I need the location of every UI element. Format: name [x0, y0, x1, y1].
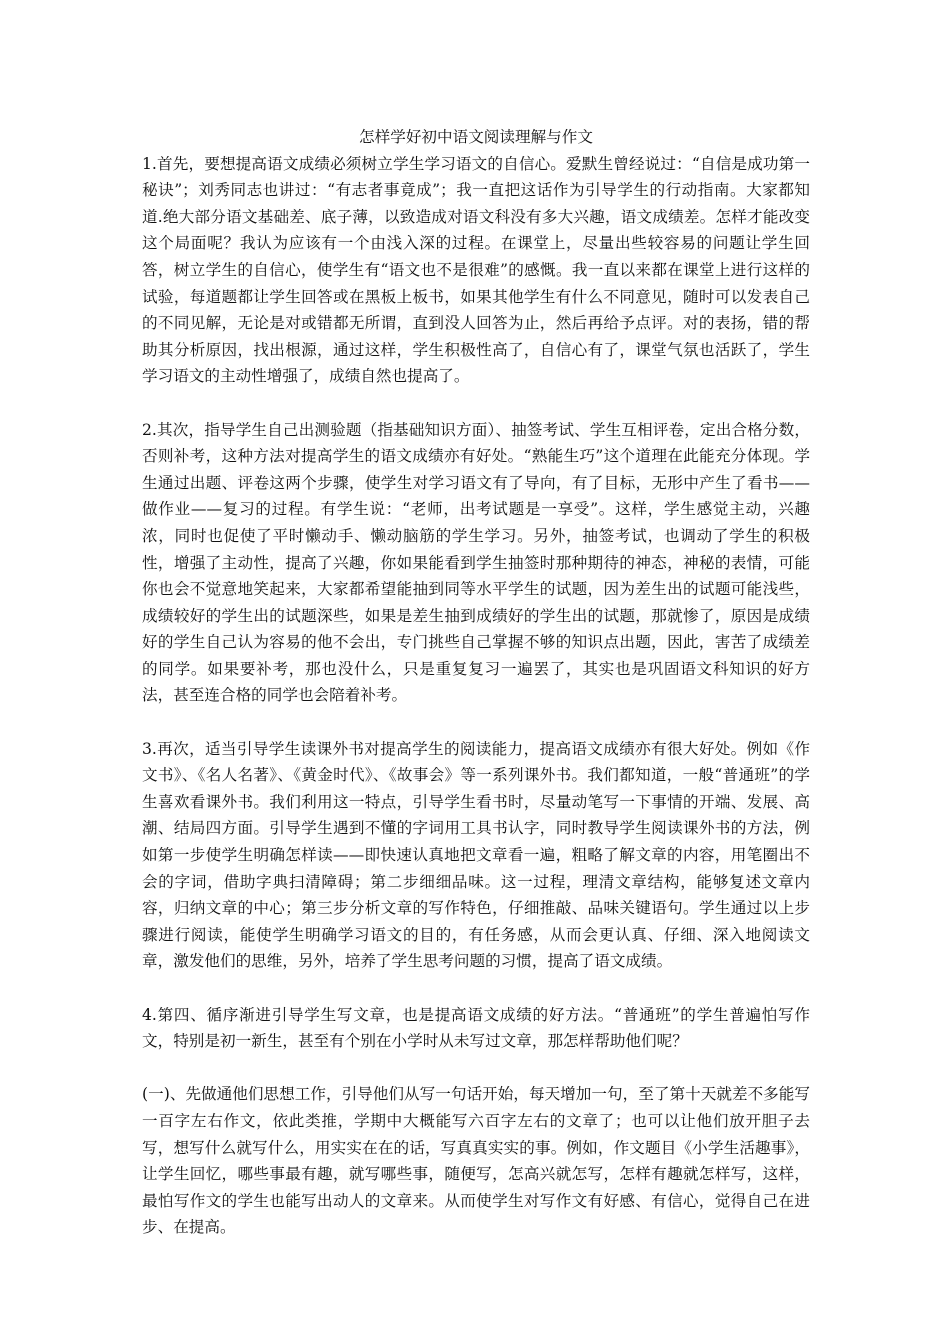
paragraph-3: 3.再次，适当引导学生读课外书对提高学生的阅读能力，提高语文成绩亦有很大好处。例如《作文书》、《名人名著》、《黄金时代》、《故事会》等一系列课外书。我们都知道，一般“普通班”的学生喜欢看课外书。我们利用这一特点，引导学生看书时，尽量动笔写一下事情的开端、发展、高潮、结局四方面。引导学生遇到不懂的字词用工具书认字，同时教导学生阅读课外书的方法，例如第一步使学生明确怎样读——即快速认真地把文章看一遍，粗略了解文章的内容，用笔圈出不会的字词，借助字典扫清障碍；第二步细细品味。这一过程，理清文章结构，能够复述文章内容，归纳文章的中心；第三步分析文章的写作特色，仔细推敲、品味关键语句。学生通过以上步骤进行阅读，能使学生明确学习语文的目的，有任务感，从而会更认真、仔细、深入地阅读文章，激发他们的思维，另外，培养了学生思考问题的习惯，提高了语文成绩。: [142, 739, 810, 971]
paragraph-4: 4.第四、循序渐进引导学生写文章，也是提高语文成绩的好方法。“普通班”的学生普遍怕写作文，特别是初一新生，甚至有个别在小学时从未写过文章，那怎样帮助他们呢？: [142, 1005, 810, 1051]
paragraph-5: (一)、先做通他们思想工作，引导他们从写一句话开始，每天增加一句，至了第十天就差不多能写一百字左右作文，依此类推，学期中大概能写六百字左右的文章了；也可以让他们放开胆子去写，想写什么就写什么，用实实在在的话，写真真实实的事。例如，作文题目《小学生活趣事》，让学生回忆，哪些事最有趣，就写哪些事，随便写，怎高兴就怎写，怎样有趣就怎样写，这样，最怕写作文的学生也能写出动人的文章来。从而使学生对写作文有好感、有信心，觉得自己在进步、在提高。: [142, 1085, 810, 1237]
document-page: [142, 124, 810, 1268]
document-title: 怎样学好初中语文阅读理解与作文: [359, 128, 593, 146]
paragraph-2: 2.其次，指导学生自己出测验题（指基础知识方面）、抽签考试、学生互相评卷，定出合格分数，否则补考，这种方法对提高学生的语文成绩亦有好处。“熟能生巧”这个道理在此能充分体现。学生通过出题、评卷这两个步骤，使学生对学习语文有了导向，有了目标，无形中产生了看书——做作业——复习的过程。有学生说：“老师，出考试题是一享受”。这样，学生感觉主动，兴趣浓，同时也促使了平时懒动手、懒动脑筋的学生学习。另外，抽签考试，也调动了学生的积极性，增强了主动性，提高了兴趣，你如果能看到学生抽签时那种期待的神态，神秘的表情，可能你也会不觉意地笑起来，大家都希望能抽到同等水平学生的试题，因为差生出的试题可能浅些，成绩较好的学生出的试题深些，如果是差生抽到成绩好的学生出的试题，那就惨了，原因是成绩好的学生自己认为容易的他不会出，专门挑些自己掌握不够的知识点出题，因此，害苦了成绩差的同学。如果要补考，那也没什么，只是重复复习一遍罢了，其实也是巩固语文科知识的好方法，甚至连合格的同学也会陪着补考。: [142, 420, 810, 705]
paragraph-1: 1.首先，要想提高语文成绩必须树立学生学习语文的自信心。爱默生曾经说过：“自信是成功第一秘诀”；刘秀同志也讲过：“有志者事竟成”；我一直把这话作为引导学生的行动指南。大家都知道.绝大部分语文基础差、底子薄，以致造成对语文科没有多大兴趣，语文成绩差。怎样才能改变这个局面呢？我认为应该有一个由浅入深的过程。在课堂上，尽量出些较容易的问题让学生回答，树立学生的自信心，使学生有“语文也不是很难”的感慨。我一直以来都在课堂上进行这样的试验，每道题都让学生回答或在黑板上板书，如果其他学生有什么不同意见，随时可以发表自己的不同见解，无论是对或错都无所谓，直到没人回答为止，然后再给予点评。对的表扬，错的帮助其分析原因，找出根源，通过这样，学生积极性高了，自信心有了，课堂气氛也活跃了，学生学习语文的主动性增强了，成绩自然也提高了。: [142, 154, 810, 386]
